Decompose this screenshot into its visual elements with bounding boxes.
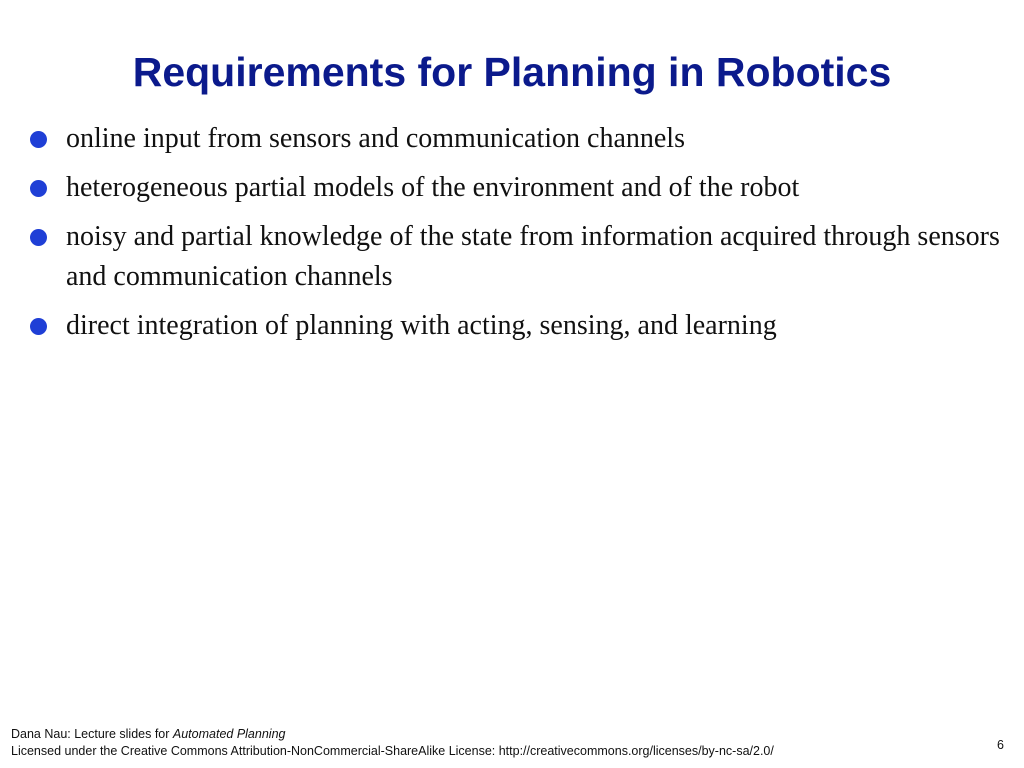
bullet-list (30, 119, 1010, 355)
bullet-text: direct integration of planning with acting, sensing, and learning (66, 310, 777, 341)
bullet-item (30, 306, 1010, 346)
bullet-dot-icon (30, 318, 47, 335)
footer (11, 726, 774, 760)
footer-license: Licensed under the Creative Commons Attribution-NonCommercial-ShareAlike License: http://creativecommons.org/licenses/by-nc-sa/2.0/ (11, 744, 774, 758)
bullet-text: online input from sensors and communication channels (66, 123, 685, 154)
footer-author: Dana Nau: Lecture slides for (11, 727, 173, 741)
footer-credit (11, 726, 774, 743)
slide-title: Requirements for Planning in Robotics (132, 49, 892, 95)
footer-book-title: Automated Planning (172, 727, 286, 741)
bullet-item (30, 217, 1010, 297)
bullet-dot-icon (30, 180, 47, 197)
bullet-item (30, 168, 1010, 208)
bullet-text: heterogeneous partial models of the environment and of the robot (66, 172, 800, 203)
bullet-item (30, 119, 1010, 159)
bullet-dot-icon (30, 131, 47, 148)
page-number: 6 (997, 738, 1004, 752)
bullet-text: noisy and partial knowledge of the state from information acquired through sensors and communication channels (66, 221, 1000, 292)
bullet-dot-icon (30, 229, 47, 246)
